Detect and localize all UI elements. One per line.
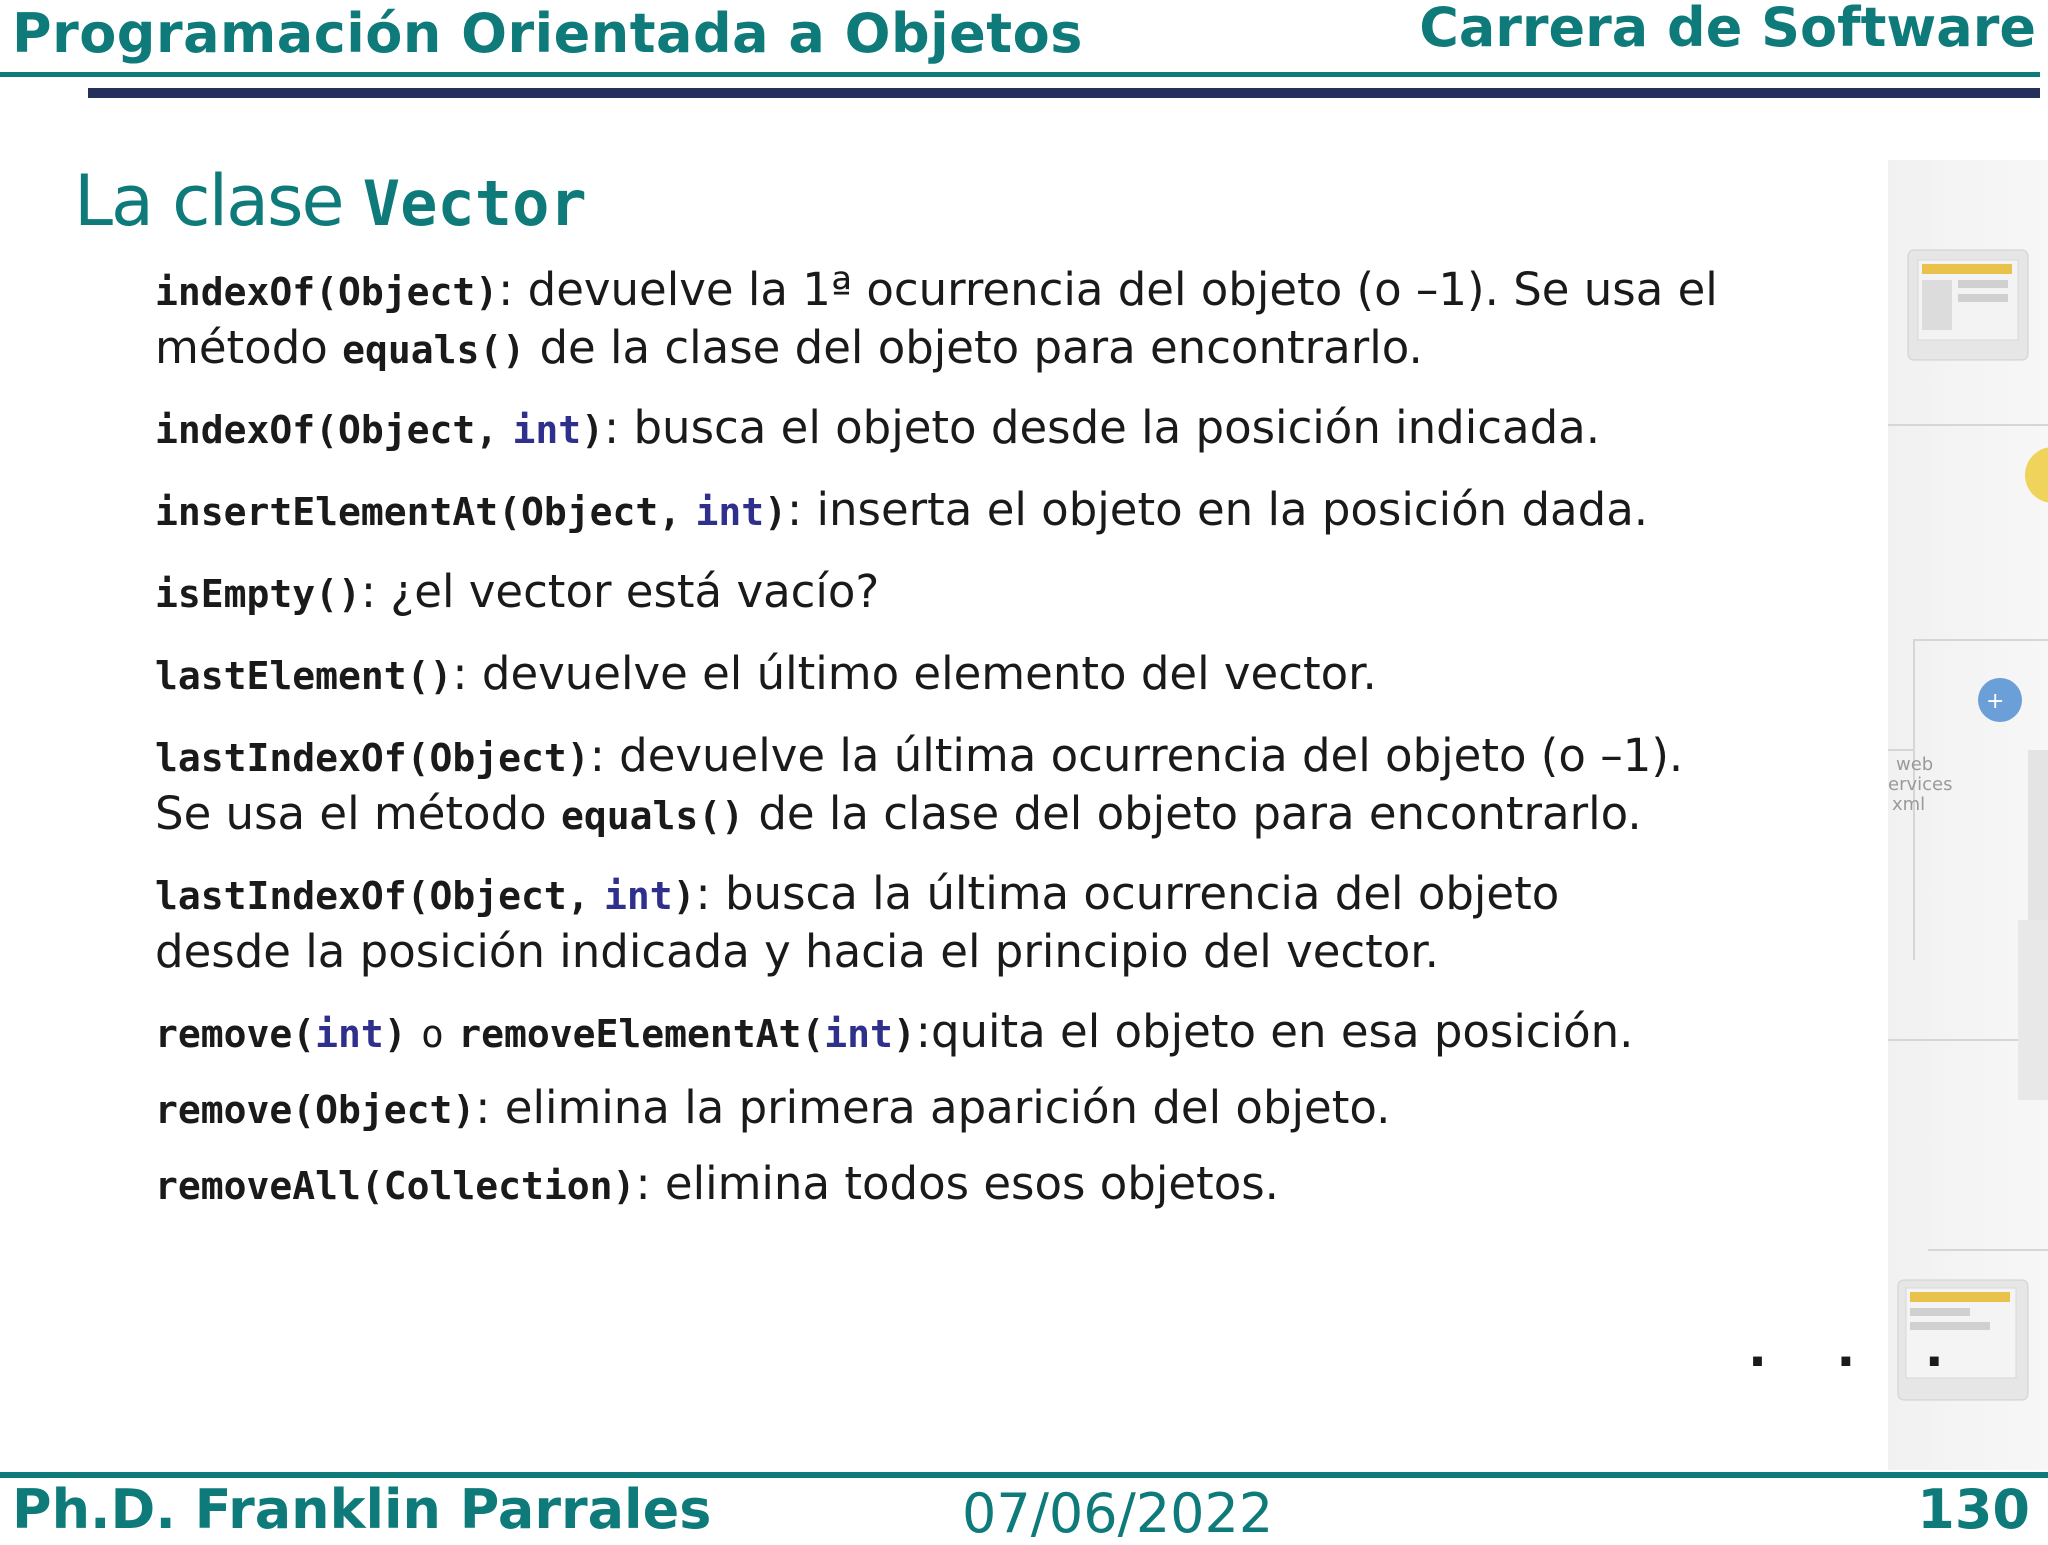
list-item [155, 482, 1855, 540]
page-number: 130 [1917, 1478, 2030, 1541]
method-description: : inserta el objeto en la posición dada. [787, 483, 1649, 536]
list-item [155, 866, 1855, 980]
method-description: :quita el objeto en esa posición. [915, 1005, 1634, 1058]
footer-date: 07/06/2022 [962, 1482, 1274, 1545]
list-item [155, 400, 1855, 458]
method-signature: isEmpty() [155, 572, 361, 616]
title-prefix: La clase [74, 160, 343, 242]
continuation-ellipsis: . . . [1748, 1320, 1970, 1378]
list-item [155, 262, 1855, 378]
svg-text:xml: xml [1892, 794, 1926, 815]
footer-author: Ph.D. Franklin Parrales [12, 1478, 712, 1541]
keyword-int: int [315, 1012, 384, 1056]
method-description-cont: de la clase del objeto para encontrarlo. [758, 787, 1642, 840]
method-description: : devuelve el último elemento del vector. [452, 647, 1377, 700]
list-item [155, 1080, 1855, 1138]
keyword-int: int [824, 1012, 893, 1056]
method-description-cont: de la clase del objeto para encontrarlo. [539, 321, 1423, 374]
decorative-computers-illustration [1888, 160, 2048, 1470]
method-description: : busca la última ocurrencia del objeto [695, 867, 1560, 920]
svg-text:web: web [1896, 754, 1934, 775]
method-description: : elimina la primera aparición del objeto. [475, 1081, 1391, 1134]
method-description: : busca el objeto desde la posición indicada. [604, 401, 1601, 454]
method-description-cont: desde la posición indicada y hacia el principio del vector. [155, 925, 1439, 978]
title-class-name: Vector [362, 167, 587, 240]
method-description: : devuelve la 1ª ocurrencia del objeto (o –1). Se usa el [498, 263, 1718, 316]
header-rule-navy [88, 88, 2040, 98]
method-description: : ¿el vector está vacío? [360, 565, 880, 618]
method-signature-close: ) [581, 408, 605, 452]
decorative-side-strip [1888, 160, 2048, 1470]
course-title: Programación Orientada a Objetos [12, 2, 1083, 65]
method-signature-close: ) [383, 1012, 407, 1056]
svg-text:+: + [1986, 689, 2005, 714]
method-signature: insertElementAt(Object, [155, 490, 682, 534]
method-description: : elimina todos esos objetos. [635, 1157, 1279, 1210]
method-signature-alt: removeElementAt( [458, 1012, 825, 1056]
keyword-int: int [512, 408, 582, 452]
method-description-cont: Se usa el método [155, 787, 547, 840]
list-item [155, 646, 1855, 704]
method-signature: remove(Object) [155, 1088, 476, 1132]
method-signature: indexOf(Object) [155, 270, 499, 314]
method-signature-close: ) [764, 490, 788, 534]
method-description-cont: método [155, 321, 328, 374]
list-item [155, 728, 1855, 844]
svg-text:ervices: ervices [1888, 774, 1953, 795]
program-name: Carrera de Software [1419, 0, 2036, 59]
method-signature-close: ) [672, 874, 696, 918]
method-signature: removeAll(Collection) [155, 1164, 636, 1208]
slide-title [74, 160, 587, 242]
list-item [155, 1004, 1855, 1062]
inline-code: equals() [342, 328, 526, 372]
header-rule-teal [0, 72, 2040, 77]
method-signature: remove( [155, 1012, 316, 1056]
keyword-int: int [604, 874, 673, 918]
method-signature: indexOf(Object, [155, 408, 499, 452]
conjunction: o [421, 1012, 444, 1056]
keyword-int: int [695, 490, 765, 534]
method-signature: lastElement() [155, 654, 453, 698]
method-signature: lastIndexOf(Object) [155, 736, 590, 780]
list-item [155, 1156, 1855, 1214]
method-signature-close: ) [892, 1012, 916, 1056]
method-description: : devuelve la última ocurrencia del objeto (o –1). [589, 729, 1684, 782]
list-item [155, 564, 1855, 622]
method-signature: lastIndexOf(Object, [155, 874, 590, 918]
inline-code: equals() [561, 794, 745, 838]
